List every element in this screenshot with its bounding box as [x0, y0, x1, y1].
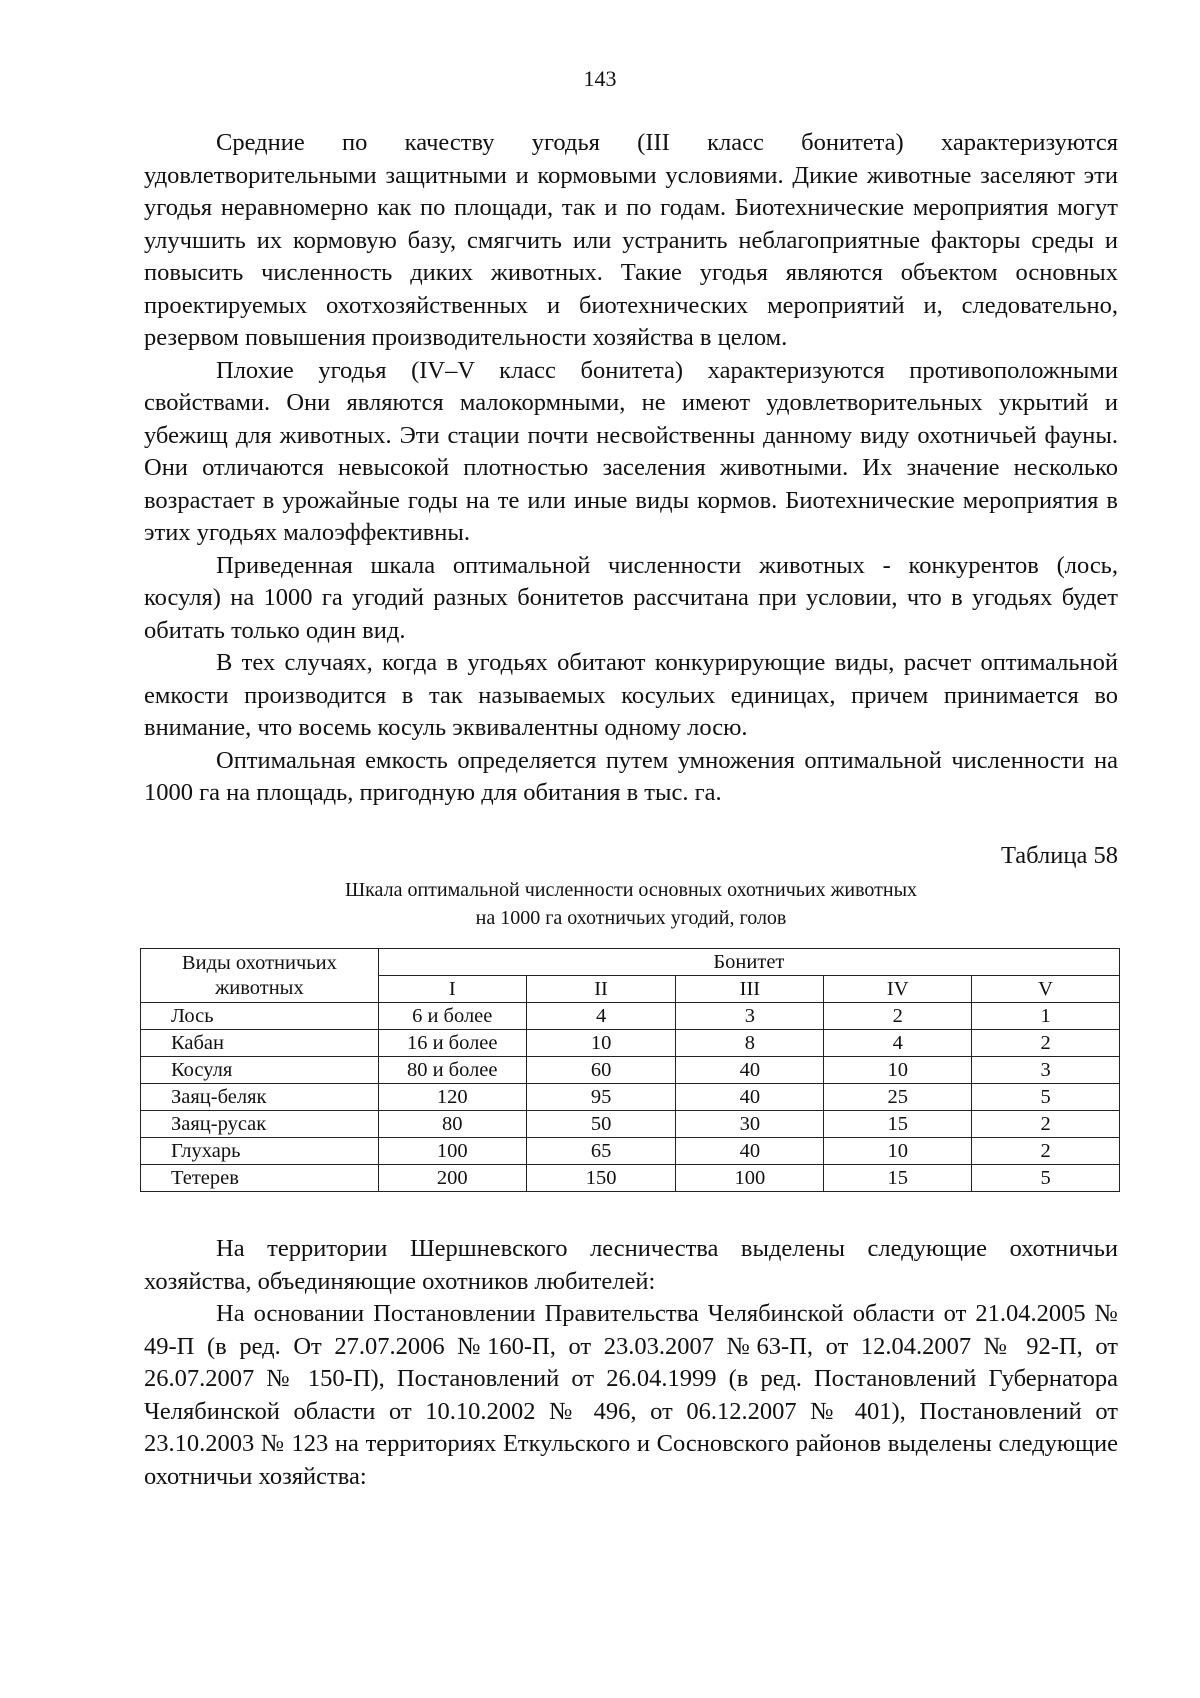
- header-species-line-1: Виды охотничьих: [181, 952, 337, 974]
- value-cell: 60: [526, 1057, 676, 1084]
- paragraph-poor-lands: Плохие угодья (IV–V класс бонитета) характеризуются противоположными свойствами. Они являются малокормными, не имеют удовлетворительных укрытий и убежищ для животных. Эти стации почти несвойственны данному виду охотничьей фауны. Они отличаются невысокой плотностью заселения животными. Их значение несколько возрастает в урожайные годы на те или иные виды кормов. Биотехнические мероприятия в этих угодьях малоэффективны.: [144, 356, 1118, 546]
- header-bonitet-class: I: [378, 976, 526, 1003]
- species-cell: Кабан: [141, 1030, 379, 1057]
- table-row: [141, 1084, 1120, 1111]
- value-cell: 4: [824, 1030, 972, 1057]
- text-block-top: [144, 127, 1118, 810]
- table-row: [141, 1057, 1120, 1084]
- value-cell: 120: [378, 1084, 526, 1111]
- value-cell: 65: [526, 1138, 676, 1165]
- table-row: [141, 1111, 1120, 1138]
- value-cell: 40: [676, 1057, 824, 1084]
- value-cell: 16 и более: [378, 1030, 526, 1057]
- species-cell: Косуля: [141, 1057, 379, 1084]
- paragraph-hunting-farms-intro: На территории Шершневского лесничества выделены следующие охотничьи хозяйства, объединяющие охотников любителей:: [144, 1235, 1118, 1295]
- table-row: [141, 1003, 1120, 1030]
- value-cell: 40: [676, 1138, 824, 1165]
- paragraph-scale-description: Приведенная шкала оптимальной численности животных - конкурентов (лось, косуля) на 1000 га угодий разных бонитетов рассчитана при условии, что в угодьях будет обитать только один вид.: [144, 551, 1118, 644]
- value-cell: 15: [824, 1111, 972, 1138]
- value-cell: 2: [972, 1030, 1120, 1057]
- value-cell: 4: [526, 1003, 676, 1030]
- table-caption-line-2: на 1000 га охотничьих угодий, голов: [475, 907, 787, 929]
- value-cell: 80 и более: [378, 1057, 526, 1084]
- table-row: [141, 1138, 1120, 1165]
- value-cell: 1: [972, 1003, 1120, 1030]
- header-bonitet-class: II: [526, 976, 676, 1003]
- value-cell: 10: [824, 1057, 972, 1084]
- value-cell: 25: [824, 1084, 972, 1111]
- table-caption: [144, 876, 1118, 932]
- value-cell: 6 и более: [378, 1003, 526, 1030]
- value-cell: 80: [378, 1111, 526, 1138]
- value-cell: 30: [676, 1111, 824, 1138]
- header-bonitet-class: V: [972, 976, 1120, 1003]
- value-cell: 3: [972, 1057, 1120, 1084]
- value-cell: 8: [676, 1030, 824, 1057]
- header-bonitet: Бонитет: [378, 949, 1119, 976]
- value-cell: 10: [526, 1030, 676, 1057]
- header-bonitet-class: III: [676, 976, 824, 1003]
- page-number: 143: [583, 66, 617, 91]
- value-cell: 150: [526, 1165, 676, 1192]
- value-cell: 5: [972, 1084, 1120, 1111]
- paragraph-legal-basis: На основании Постановлении Правительства Челябинской области от 21.04.2005 № 49-П (в ред. От 27.07.2006 №160-П, от 23.03.2007 №63-П, от 12.04.2007 № 92-П, от 26.07.2007 № 150-П), Постановлений от 26.04.1999 (в ред. Постановлений Губернатора Челябинской области от 10.10.2002 № 496, от 06.12.2007 № 401), Постановлений от 23.10.2003 № 123 на территориях Еткульского и Сосновского районов выделены следующие охотничьи хозяйства:: [144, 1300, 1118, 1490]
- value-cell: 50: [526, 1111, 676, 1138]
- value-cell: 2: [824, 1003, 972, 1030]
- value-cell: 2: [972, 1138, 1120, 1165]
- paragraph-competing-species: В тех случаях, когда в угодьях обитают конкурирующие виды, расчет оптимальной емкости производится в так называемых косульих единицах, причем принимается во внимание, что восемь косуль эквивалентны одному лосю.: [144, 649, 1118, 741]
- value-cell: 95: [526, 1084, 676, 1111]
- optimal-population-table: [140, 948, 1120, 1192]
- header-bonitet-class: IV: [824, 976, 972, 1003]
- table-row: [141, 1030, 1120, 1057]
- header-species: [141, 949, 379, 1003]
- value-cell: 3: [676, 1003, 824, 1030]
- table-caption-line-1: Шкала оптимальной численности основных охотничьих животных: [344, 879, 918, 901]
- value-cell: 10: [824, 1138, 972, 1165]
- text-block-bottom: [144, 1233, 1118, 1493]
- table-header-row: [141, 949, 1120, 976]
- paragraph-optimal-capacity: Оптимальная емкость определяется путем умножения оптимальной численности на 1000 га на площадь, пригодную для обитания в тыс. га.: [144, 746, 1118, 806]
- table-label: Таблица 58: [1000, 842, 1118, 869]
- species-cell: Заяц-беляк: [141, 1084, 379, 1111]
- header-species-line-2: животных: [215, 977, 304, 999]
- paragraph-medium-lands: Средние по качеству угодья (III класс бонитета) характеризуются удовлетворительными защитными и кормовыми условиями. Дикие животные заселяют эти угодья неравномерно как по площади, так и по годам. Биотехнические мероприятия могут улучшить их кормовую базу, смягчить или устранить неблагоприятные факторы среды и повысить численность диких животных. Такие угодья являются объектом основных проектируемых охотхозяйственных и биотехнических мероприятий и, следовательно, резервом повышения производительности хозяйства в целом.: [144, 129, 1118, 351]
- value-cell: 100: [378, 1138, 526, 1165]
- value-cell: 100: [676, 1165, 824, 1192]
- value-cell: 200: [378, 1165, 526, 1192]
- value-cell: 5: [972, 1165, 1120, 1192]
- species-cell: Глухарь: [141, 1138, 379, 1165]
- value-cell: 15: [824, 1165, 972, 1192]
- value-cell: 2: [972, 1111, 1120, 1138]
- table-row: [141, 1165, 1120, 1192]
- value-cell: 40: [676, 1084, 824, 1111]
- species-cell: Заяц-русак: [141, 1111, 379, 1138]
- species-cell: Тетерев: [141, 1165, 379, 1192]
- species-cell: Лось: [141, 1003, 379, 1030]
